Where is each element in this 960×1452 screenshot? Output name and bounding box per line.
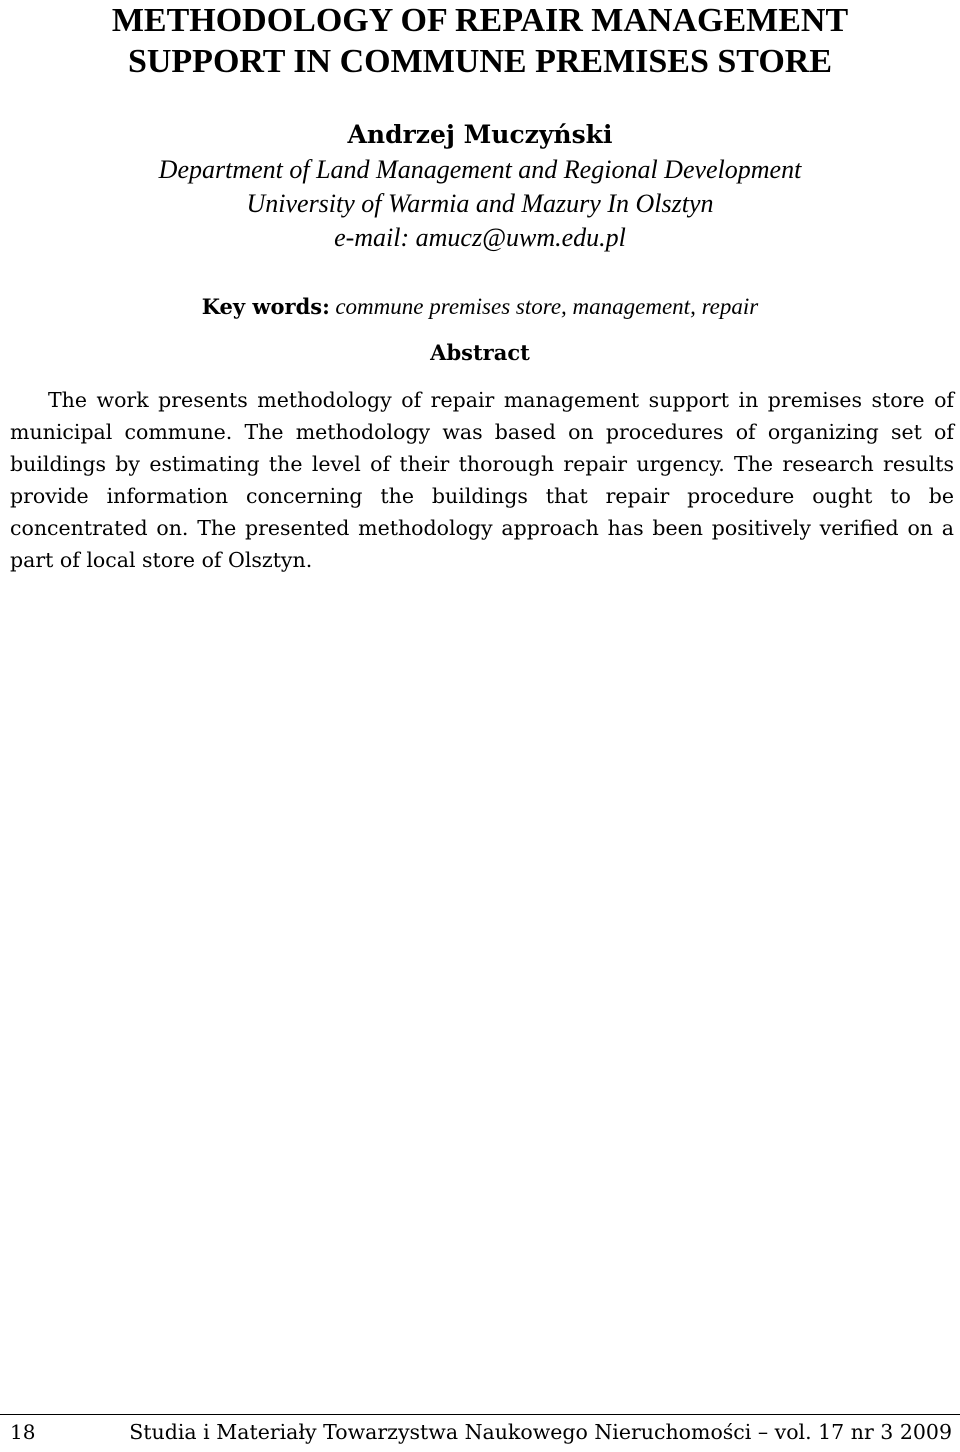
abstract-heading: Abstract (430, 340, 530, 365)
author-email: e-mail: amucz@uwm.edu.pl (334, 223, 626, 252)
author-university: University of Warmia and Mazury In Olsztyn (246, 189, 714, 218)
paper-title (0, 0, 960, 82)
keywords-text: commune premises store, management, repair (335, 294, 759, 319)
abstract-body: The work presents methodology of repair management support in premises store of municipal commune. The methodology was based on procedures of organizing set of buildings by estimating the level of their thorough repair urgency. The research results provide information concerning the buildings that repair procedure ought to be concentrated on. The presented methodology approach has been positively verified on a part of local store of Olsztyn. (10, 388, 954, 572)
author-department: Department of Land Management and Regional Development (158, 155, 802, 184)
paper-title-line-1: METHODOLOGY OF REPAIR MANAGEMENT (111, 2, 849, 39)
page-number: 18 (10, 1420, 36, 1444)
author-affiliation (0, 153, 960, 255)
footer-divider (0, 1414, 960, 1415)
paper-title-line-2: SUPPORT IN COMMUNE PREMISES STORE (127, 43, 833, 80)
journal-citation: Studia i Materiały Towarzystwa Naukowego Nieruchomości – vol. 17 nr 3 2009 (129, 1420, 952, 1444)
keywords-line (0, 290, 960, 324)
author-name: Andrzej Muczyński (347, 120, 613, 149)
keywords-label: Key words: (201, 294, 330, 319)
